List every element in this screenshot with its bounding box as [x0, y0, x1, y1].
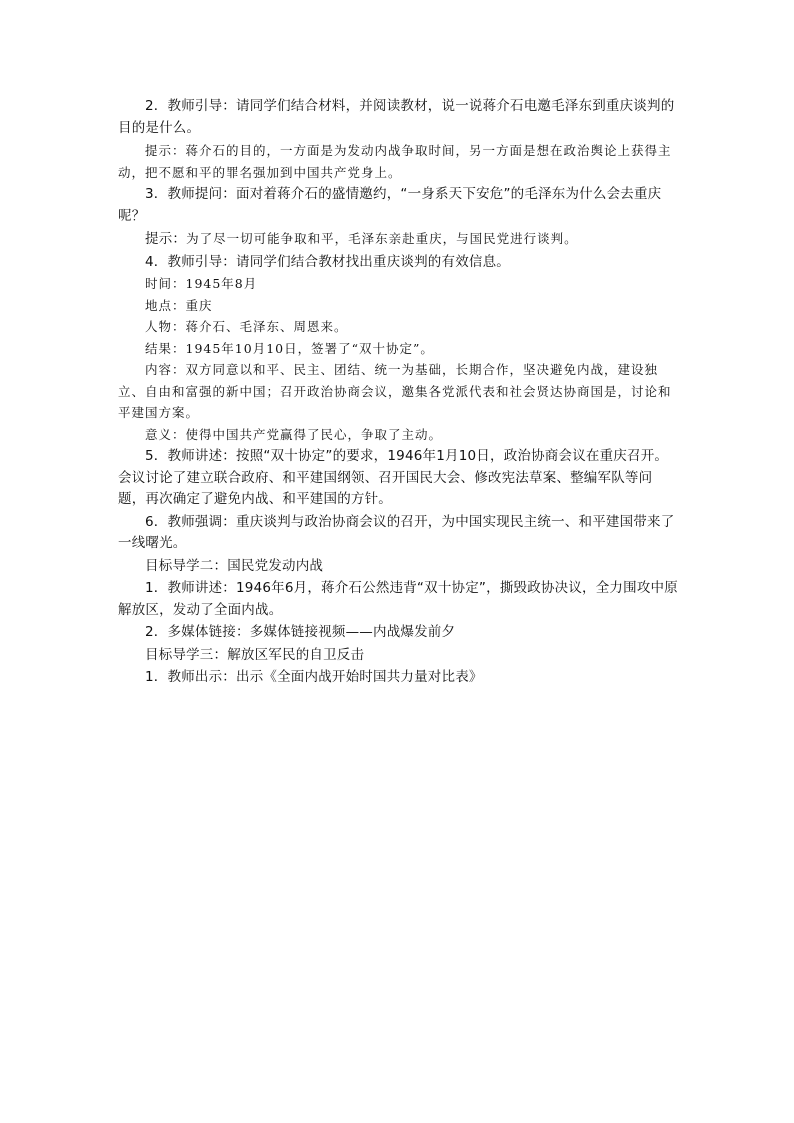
paragraph-teacher-guide-2: 2．教师引导：请同学们结合材料，并阅读教材，说一说蒋介石电邀毛泽东到重庆谈判的目的是什么。 — [118, 98, 675, 136]
info-significance: 意义：使得中国共产党赢得了民心，争取了主动。 — [145, 426, 443, 442]
paragraph-teacher-question-3: 3．教师提问：面对着蒋介石的盛情邀约，“一身系天下安危”的毛泽东为什么会去重庆呢？ — [118, 186, 662, 224]
hint-label: 提示： — [145, 231, 187, 247]
paragraph-multimedia-link: 2．多媒体链接：多媒体链接视频——内战爆发前夕 — [145, 624, 456, 640]
paragraph-teacher-narration-5: 5．教师讲述：按照“双十协定”的要求，1946年1月10日，政治协商会议在重庆召开。会议讨论了建立联合政府、和平建国纲领、召开国民大会、修改宪法草案、整编军队等问题，再次确定了避免内战、和平建国的方针。 — [118, 448, 669, 507]
info-content: 内容：双方同意以和平、民主、团结、统一为基础，长期合作，坚决避免内战，建设独立、自由和富强的新中国；召开政治协商会议，邀集各党派代表和社会贤达协商国是，讨论和平建国方案。 — [118, 362, 672, 420]
section-heading-goal-3: 目标导学三：解放区军民的自卫反击 — [145, 646, 365, 663]
info-place: 地点：重庆 — [145, 297, 213, 313]
info-people: 人物：蒋介石、毛泽东、周恩来。 — [145, 319, 348, 334]
info-time: 时间：1945年8月 — [145, 276, 258, 291]
paragraph-hint-2 — [118, 228, 678, 251]
paragraph-hint-1: 提示：蒋介石的目的，一方面是为发动内战争取时间，另一方面是想在政治舆论上获得主动，把不愿和平的罪名强加到中国共产党身上。 — [118, 143, 672, 180]
paragraph-teacher-narration-1: 1．教师讲述：1946年6月，蒋介石公然违背“双十协定”，撕毁政协决议，全力围攻中原解放区，发动了全面内战。 — [118, 580, 678, 618]
paragraph-teacher-emphasis-6: 6．教师强调：重庆谈判与政治协商会议的召开，为中国实现民主统一、和平建国带来了一线曙光。 — [118, 513, 675, 551]
info-result: 结果：1945年10月10日，签署了“双十协定”。 — [145, 340, 434, 356]
paragraph-teacher-guide-4: 4．教师引导：请同学们结合教材找出重庆谈判的有效信息。 — [145, 253, 510, 270]
hint-text: 为了尽一切可能争取和平，毛泽东亲赴重庆，与国民党进行谈判。 — [186, 231, 578, 246]
document-body — [118, 96, 678, 689]
paragraph-teacher-show: 1．教师出示：出示《全面内战开始时国共力量对比表》 — [145, 669, 483, 685]
section-heading-goal-2: 目标导学二：国民党发动内战 — [145, 557, 324, 574]
